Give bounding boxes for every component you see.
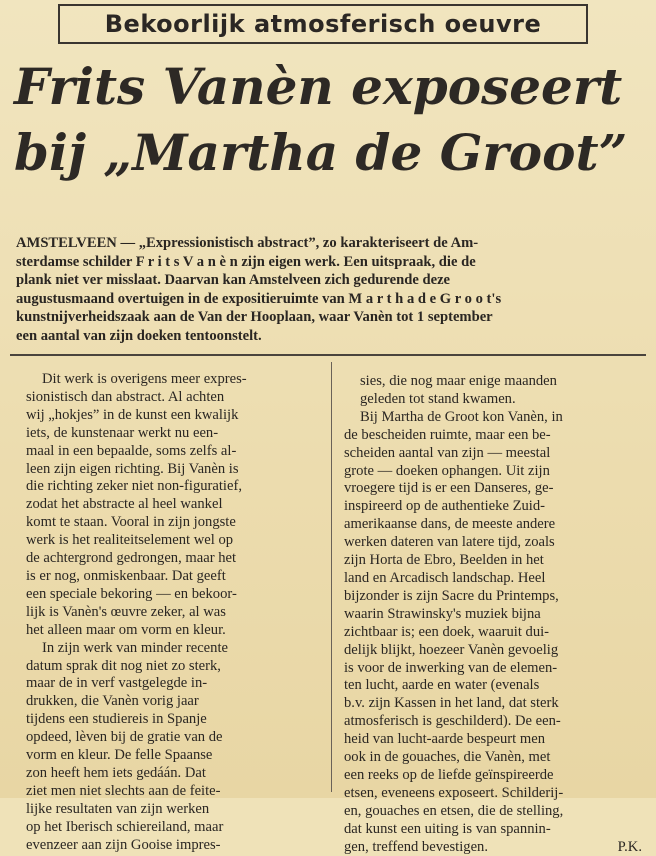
text-line: gen, treffend bevestigen. [344,838,488,855]
body-column-right [344,373,644,856]
lead-line: plank niet ver misslaat. Daarvan kan Amstelveen zich gedurende deze [16,272,451,289]
text-line: drukken, die Vanèn vorig jaar [26,693,199,710]
author-signature: P.K. [617,838,642,855]
text-line: datum sprak dit nog niet zo sterk, [26,657,221,674]
text-line: zichtbaar is; een doek, waaruit dui- [344,623,550,640]
text-line: maar de in verf vastgelegde in- [26,675,208,692]
text-line: sies, die nog maar enige maanden [360,373,557,389]
lead-line: sterdamse schilder F r i t s V a n è n zijn eigen werk. Een uitspraak, die de [16,253,476,270]
text-line: waarin Strawinsky's muziek bijna [344,605,541,622]
text-line: grote — doeken ophangen. Uit zijn [344,462,550,479]
closing-line [344,839,642,856]
text-line: ook in de gouaches, die Vanèn, met [344,749,551,766]
text-line: op het Iberisch schiereiland, maar [26,818,224,835]
lead-line: AMSTELVEEN — „Expressionistisch abstract”, zo karakteriseert de Am- [16,235,479,251]
text-line: bijzonder is zijn Sacre du Printemps, [344,587,559,604]
text-line: geleden tot stand kwamen. [360,390,516,407]
column-divider [331,362,332,792]
text-line: lijke resultaten van zijn werken [26,800,210,817]
lead-line: augustusmaand overtuigen in de expositieruimte van M a r t h a d e G r o o t's [16,290,502,307]
text-line: zodat het abstracte al heel wankel [26,496,223,513]
headline-line: Frits Vanèn exposeert [14,57,623,116]
text-line: land en Arcadisch landschap. Heel [344,569,546,586]
text-line: vroegere tijd is er een Danseres, ge- [344,480,554,497]
text-line: ziet men niet slechts aan de feite- [26,782,221,799]
text-line: leen zijn eigen richting. Bij Vanèn is [26,460,239,477]
text-line: amerikaanse dans, de meeste andere [344,516,556,533]
text-line: b.v. zijn Kassen in het land, dat sterk [344,695,559,712]
headline-line: bij „Martha de Groot” [14,123,628,182]
text-line: is er nog, onmiskenbaar. Dat geeft [26,567,226,584]
text-line: In zijn werk van minder recente [42,639,228,656]
text-line: maal in een bepaalde, soms zelfs al- [26,442,237,459]
text-line: de bescheiden ruimte, maar een be- [344,426,551,443]
text-line: dat kunst een uiting is van spannin- [344,820,551,837]
text-line: evenzeer aan zijn Gooise impres- [26,836,221,853]
text-line: het alleen maar om vorm en kleur. [26,621,226,638]
text-line: die richting zeker niet non-figuratief, [26,478,242,495]
text-line: een reeks op de liefde geïnspireerde [344,766,554,783]
kicker: Bekoorlijk atmosferisch oeuvre [104,10,542,38]
text-line: komt te staan. Vooral in zijn jongste [26,514,236,531]
text-line: werk is het realiteitselement wel op [26,532,234,549]
text-line: zijn Horta de Ebro, Beelden in het [344,552,544,569]
text-line: vorm en kleur. De felle Spaanse [26,747,213,764]
lead-line: kunstnijverheidszaak aan de Van der Hooplaan, waar Vanèn tot 1 september [16,309,493,326]
lead-line: een aantal van zijn doeken tentoonstelt. [16,327,262,344]
text-line: werken dateren van latere tijd, zoals [344,534,555,551]
text-line: etsen, eveneens exposeert. Schilderij- [344,784,564,801]
text-line: atmosferisch is geschilderd). De een- [344,713,561,730]
kicker-box [58,4,588,44]
lead-paragraph [16,234,642,346]
text-line: Dit werk is overigens meer expres- [42,371,247,387]
text-line: heid van lucht-aarde bespeurt men [344,731,545,748]
text-line: en, gouaches en etsen, die de stelling, [344,802,564,819]
body-column-left [26,371,326,854]
text-line: iets, de kunstenaar werkt nu een- [26,424,219,441]
text-line: is voor de inwerking van de elemen- [344,659,558,676]
text-line: scheiden aantal van zijn — meestal [344,444,551,461]
text-line: de achtergrond gedrongen, maar het [26,550,237,567]
text-line: tijdens een studiereis in Spanje [26,711,207,728]
text-line: zon heeft hem iets gedáán. Dat [26,764,206,781]
text-line: sionistisch dan abstract. Al achten [26,388,225,405]
text-line: delijk blijkt, hoezeer Vanèn gevoelig [344,641,559,658]
text-line: Bij Martha de Groot kon Vanèn, in [360,408,563,425]
text-line: opdeed, lèven bij de gratie van de [26,729,223,746]
text-line: een speciale bekoring — en bekoor- [26,585,237,602]
text-line: inspireerd op de authentieke Zuid- [344,498,545,515]
divider-rule [10,354,646,356]
text-line: wij „hokjes” in de kunst een kwalijk [26,406,239,423]
text-line: ten lucht, aarde en water (evenals [344,677,540,694]
text-line: lijk is Vanèn's œuvre zeker, al was [26,603,226,620]
headline [14,54,644,186]
